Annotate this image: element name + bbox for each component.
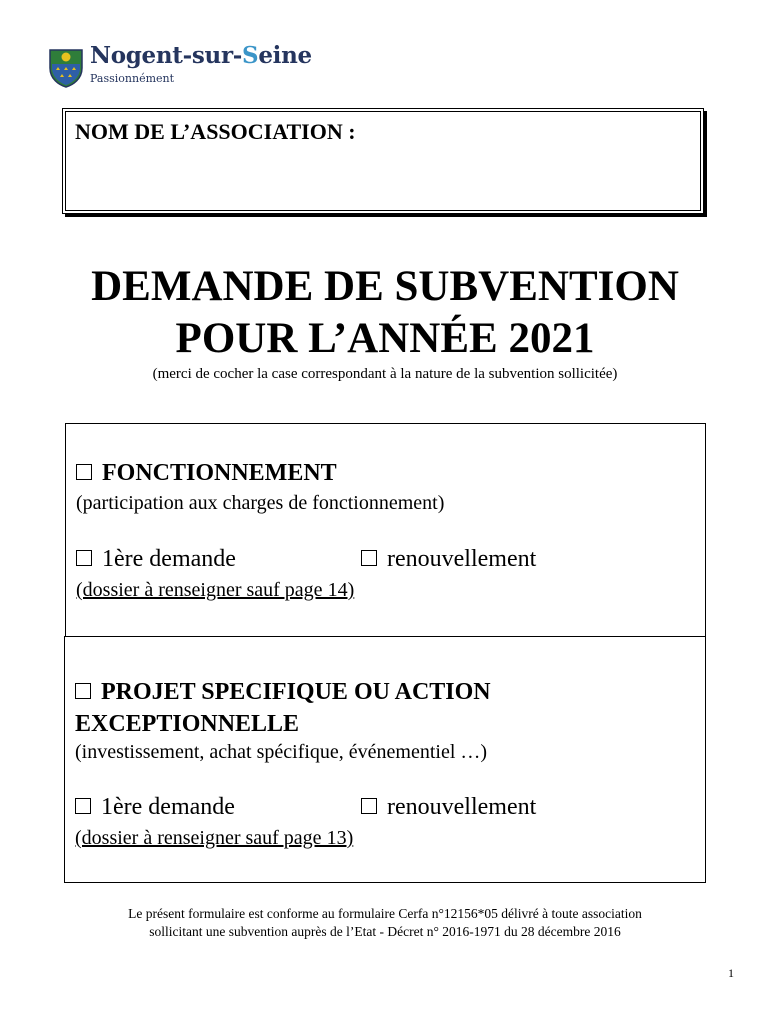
projet-renewal-option: renouvellement <box>361 794 536 821</box>
fonctionnement-heading: FONCTIONNEMENT <box>76 460 337 487</box>
fonctionnement-note: (dossier à renseigner sauf page 14) <box>76 579 355 601</box>
logo-tagline: Passionnément <box>90 72 175 85</box>
fonctionnement-first-request-checkbox[interactable] <box>76 550 92 566</box>
projet-note: (dossier à renseigner sauf page 13) <box>75 827 354 849</box>
city-logo <box>48 42 312 90</box>
association-name-label: NOM DE L’ASSOCIATION : <box>75 119 356 144</box>
fonctionnement-checkbox[interactable] <box>76 464 92 480</box>
projet-description: (investissement, achat spécifique, événementiel …) <box>75 741 488 763</box>
projet-section <box>64 636 706 883</box>
projet-first-request-option: 1ère demande <box>75 794 235 821</box>
projet-first-request-checkbox[interactable] <box>75 798 91 814</box>
city-crest-icon <box>48 48 84 88</box>
association-name-box[interactable] <box>62 108 704 214</box>
logo-name: Nogent-sur-Seine <box>90 42 312 69</box>
fonctionnement-section <box>65 423 706 637</box>
projet-renewal-checkbox[interactable] <box>361 798 377 814</box>
projet-checkbox[interactable] <box>75 683 91 699</box>
legal-footer <box>0 905 770 941</box>
fonctionnement-description: (participation aux charges de fonctionnement) <box>76 492 445 514</box>
fonctionnement-renewal-option: renouvellement <box>361 546 536 573</box>
fonctionnement-first-request-option: 1ère demande <box>76 546 236 573</box>
page-subtitle: (merci de cocher la case correspondant à la nature de la subvention sollicitée) <box>152 366 618 382</box>
legal-footer-line1: Le présent formulaire est conforme au formulaire Cerfa n°12156*05 délivré à toute association <box>128 906 642 921</box>
page-number: 1 <box>728 966 734 980</box>
fonctionnement-renewal-checkbox[interactable] <box>361 550 377 566</box>
projet-heading-line2: EXCEPTIONNELLE <box>75 711 300 737</box>
projet-heading-line1: PROJET SPECIFIQUE OU ACTION <box>75 679 491 706</box>
page-title-line1: DEMANDE DE SUBVENTION <box>91 263 679 310</box>
page-title-line2: POUR L’ANNÉE 2021 <box>175 315 595 362</box>
legal-footer-line2: sollicitant une subvention auprès de l’Etat - Décret n° 2016-1971 du 28 décembre 2016 <box>149 924 621 939</box>
